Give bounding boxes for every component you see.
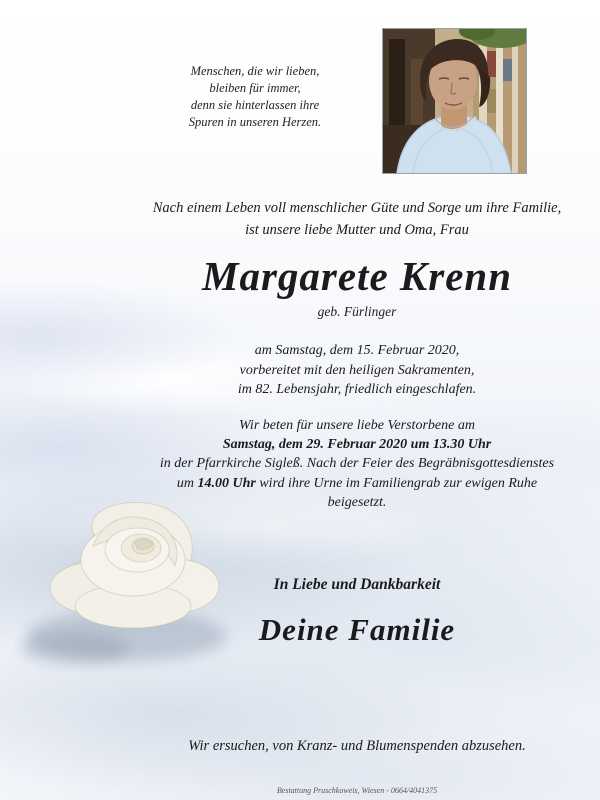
gratitude-line: In Liebe und Dankbarkeit: [273, 576, 441, 593]
death-line: im 82. Lebensjahr, friedlich eingeschlafen.: [237, 382, 477, 397]
intro-line: Nach einem Leben voll menschlicher Güte und Sorge um ihre Familie,: [152, 200, 562, 216]
portrait-photo: [382, 28, 527, 174]
service-line: beigesetzt.: [327, 494, 387, 510]
portrait-photo-image: [383, 29, 526, 173]
service-text: um: [176, 475, 198, 491]
service-line: in der Pfarrkirche Sigleß. Nach der Feier des Begräbnisgottesdienstes: [159, 456, 555, 472]
death-details: [107, 341, 600, 400]
service-date-bold: Samstag, dem 29. Februar 2020 um 13.30 Uhr: [222, 437, 492, 453]
flower-donation-note: Wir ersuchen, von Kranz- und Blumenspenden abzusehen.: [188, 738, 526, 754]
deceased-name: Margarete Krenn: [201, 253, 512, 299]
service-text: wird ihre Urne im Familiengrab zur ewigen Ruhe: [255, 475, 538, 491]
announcement-intro: [107, 197, 600, 241]
service-time-bold: 14.00 Uhr: [197, 475, 256, 491]
maiden-name: geb. Fürlinger: [317, 304, 397, 319]
memorial-poem: [130, 63, 380, 131]
funeral-home-footer: Bestattung Pruschkoweis, Wiesen - 0664/4041375: [276, 786, 438, 795]
poem-line: Menschen, die wir lieben,: [190, 64, 320, 78]
death-line: am Samstag, dem 15. Februar 2020,: [254, 343, 460, 358]
poem-line: bleiben für immer,: [209, 81, 301, 95]
poem-line: Spuren in unseren Herzen.: [188, 115, 322, 129]
death-line: vorbereitet mit den heiligen Sakramenten,: [239, 362, 475, 378]
family-signature: Deine Familie: [258, 612, 456, 647]
poem-line: denn sie hinterlassen ihre: [190, 98, 320, 112]
intro-line: ist unsere liebe Mutter und Oma, Frau: [245, 222, 469, 238]
service-line: Wir beten für unsere liebe Verstorbene am: [239, 418, 475, 433]
